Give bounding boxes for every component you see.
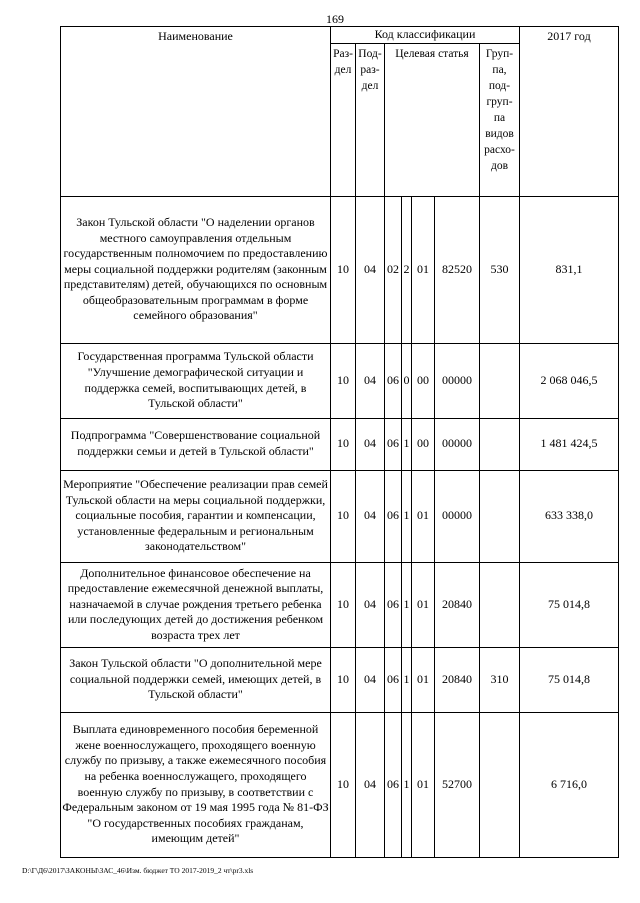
row-subsection: 04 bbox=[356, 343, 385, 418]
row-subsection: 04 bbox=[356, 196, 385, 343]
row-name: Дополнительное финансовое обеспечение на предоставление ежемесячной денежной выплаты, назначаемой в случае рождения третьего ребенка или последующих детей до достижения ребенком возраста трех лет bbox=[61, 562, 331, 647]
row-amount: 75 014,8 bbox=[520, 647, 619, 712]
row-amount: 1 481 424,5 bbox=[520, 418, 619, 470]
row-target-event: 00 bbox=[412, 418, 435, 470]
row-target-program: 06 bbox=[385, 343, 402, 418]
row-target-event: 01 bbox=[412, 712, 435, 857]
row-section: 10 bbox=[331, 196, 356, 343]
row-section: 10 bbox=[331, 647, 356, 712]
header-target-article: Целевая статья bbox=[385, 43, 480, 196]
page-number: 169 bbox=[326, 12, 344, 26]
table-row bbox=[61, 196, 619, 343]
table-row bbox=[61, 712, 619, 857]
row-amount: 831,1 bbox=[520, 196, 619, 343]
row-target-program: 06 bbox=[385, 647, 402, 712]
row-subsection: 04 bbox=[356, 470, 385, 562]
row-target-program: 02 bbox=[385, 196, 402, 343]
row-section: 10 bbox=[331, 343, 356, 418]
row-amount: 2 068 046,5 bbox=[520, 343, 619, 418]
table-row bbox=[61, 343, 619, 418]
row-name: Закон Тульской области "О дополнительной мере социальной поддержки семей, имеющих детей, в Тульской области" bbox=[61, 647, 331, 712]
header-classification-code: Код классификации bbox=[331, 27, 520, 44]
row-group bbox=[480, 470, 520, 562]
row-subsection: 04 bbox=[356, 418, 385, 470]
row-target-direction: 00000 bbox=[435, 343, 480, 418]
row-amount: 6 716,0 bbox=[520, 712, 619, 857]
row-target-direction: 20840 bbox=[435, 562, 480, 647]
row-target-subprogram: 0 bbox=[402, 343, 412, 418]
row-name: Подпрограмма "Совершенствование социальной поддержки семьи и детей в Тульской области" bbox=[61, 418, 331, 470]
row-group bbox=[480, 418, 520, 470]
row-name: Выплата единовременного пособия беременной жене военнослужащего, проходящего военную службу по призыву, а также ежемесячного пособия на ребенка военнослужащего, проходящего военную службу по призыву, в соответствии с Федеральным законом от 19 мая 1995 года № 81-ФЗ "О государственных пособиях гражданам, имеющим детей" bbox=[61, 712, 331, 857]
row-section: 10 bbox=[331, 712, 356, 857]
header-subsection: Под- раз- дел bbox=[356, 43, 385, 196]
row-name: Закон Тульской области "О наделении органов местного самоуправления отдельным государственным полномочием по предоставлению меры социальной поддержки родителям (законным представителям) детей, обучающихся по основным общеобразовательным программам в форме семейного образования" bbox=[61, 196, 331, 343]
table-row bbox=[61, 562, 619, 647]
header-row-top bbox=[61, 27, 619, 44]
row-amount: 633 338,0 bbox=[520, 470, 619, 562]
row-target-event: 01 bbox=[412, 647, 435, 712]
table-row bbox=[61, 647, 619, 712]
row-group: 530 bbox=[480, 196, 520, 343]
row-target-program: 06 bbox=[385, 418, 402, 470]
row-target-event: 01 bbox=[412, 562, 435, 647]
row-subsection: 04 bbox=[356, 647, 385, 712]
row-target-program: 06 bbox=[385, 712, 402, 857]
row-section: 10 bbox=[331, 418, 356, 470]
row-target-direction: 00000 bbox=[435, 418, 480, 470]
table-row bbox=[61, 470, 619, 562]
row-target-direction: 00000 bbox=[435, 470, 480, 562]
table-row bbox=[61, 418, 619, 470]
row-name: Государственная программа Тульской области "Улучшение демографической ситуации и поддержка семей, воспитывающих детей, в Тульской области" bbox=[61, 343, 331, 418]
row-target-event: 01 bbox=[412, 196, 435, 343]
budget-table bbox=[60, 26, 619, 858]
row-target-subprogram: 1 bbox=[402, 418, 412, 470]
row-subsection: 04 bbox=[356, 712, 385, 857]
row-target-subprogram: 1 bbox=[402, 647, 412, 712]
row-target-event: 01 bbox=[412, 470, 435, 562]
header-name: Наименование bbox=[61, 27, 331, 197]
row-section: 10 bbox=[331, 562, 356, 647]
row-group bbox=[480, 712, 520, 857]
row-target-direction: 20840 bbox=[435, 647, 480, 712]
row-name: Мероприятие "Обеспечение реализации прав семей Тульской области на меры социальной поддержки, социальные пособия, гарантии и компенсации, установленные федеральным и региональным законодательством" bbox=[61, 470, 331, 562]
row-target-subprogram: 1 bbox=[402, 470, 412, 562]
row-target-subprogram: 2 bbox=[402, 196, 412, 343]
row-group bbox=[480, 562, 520, 647]
row-subsection: 04 bbox=[356, 562, 385, 647]
row-target-subprogram: 1 bbox=[402, 712, 412, 857]
row-section: 10 bbox=[331, 470, 356, 562]
row-amount: 75 014,8 bbox=[520, 562, 619, 647]
header-section: Раз- дел bbox=[331, 43, 356, 196]
row-group bbox=[480, 343, 520, 418]
row-target-program: 06 bbox=[385, 562, 402, 647]
row-target-program: 06 bbox=[385, 470, 402, 562]
header-year: 2017 год bbox=[520, 27, 619, 197]
row-target-direction: 52700 bbox=[435, 712, 480, 857]
file-path-footer: D:\Г\Д6\2017\ЗАКОНЫ\ЗАС_46\Изм. бюджет ТО 2017-2019_2 чт\pr3.xls bbox=[22, 866, 254, 875]
row-target-event: 00 bbox=[412, 343, 435, 418]
row-target-direction: 82520 bbox=[435, 196, 480, 343]
row-target-subprogram: 1 bbox=[402, 562, 412, 647]
row-group: 310 bbox=[480, 647, 520, 712]
header-expense-group: Груп- па, под- груп- па видов расхо- дов bbox=[480, 43, 520, 196]
